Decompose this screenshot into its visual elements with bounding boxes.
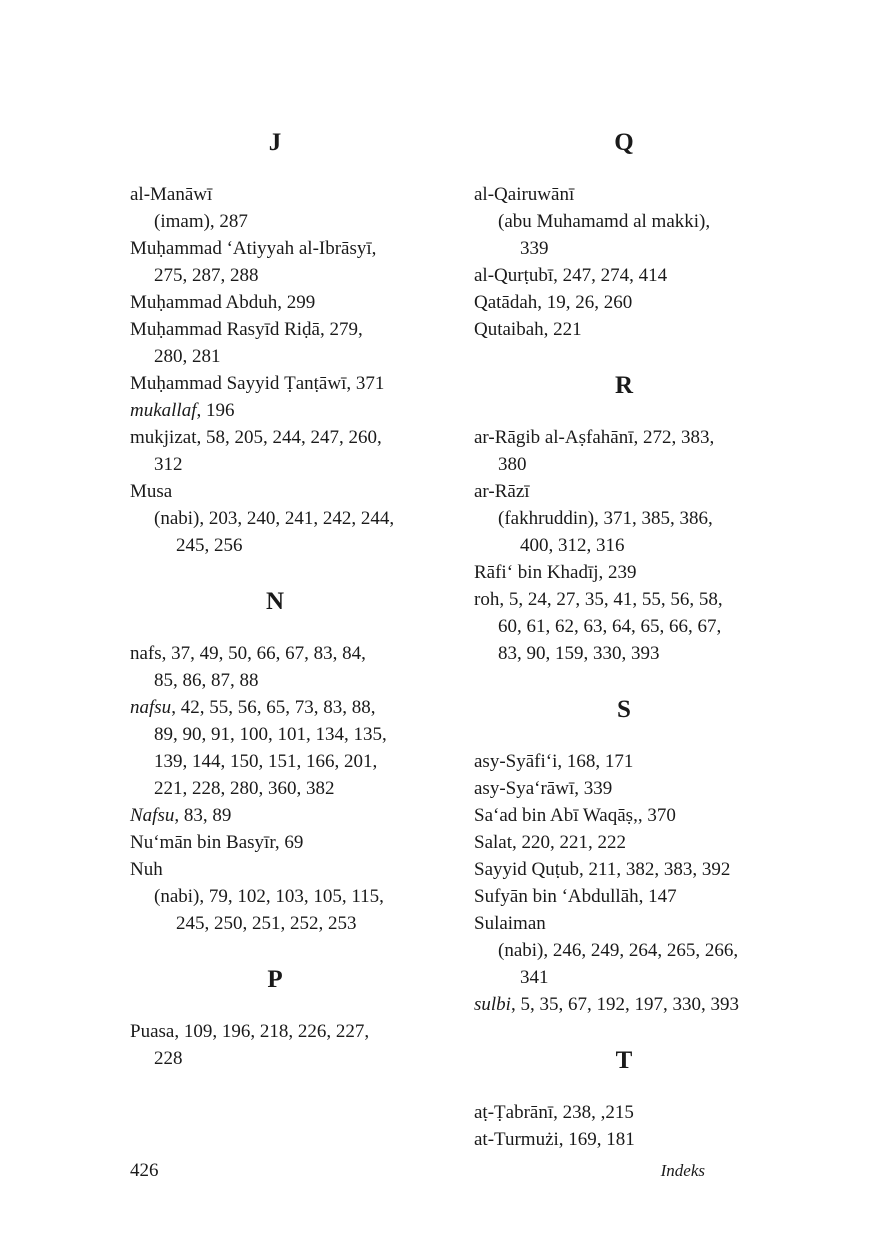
page-refs: , 83, 89 [174,805,232,826]
entry-line: 341 [520,967,549,988]
entry-line: Musa [130,481,173,502]
entry-line: 245, 250, 251, 252, 253 [176,913,357,934]
section-heading: S [617,696,631,723]
index-entry [130,802,420,829]
entry-line: Sa‘ad bin Abī Waqāṣ,, 370 [474,805,676,826]
index-section-s [474,693,774,1018]
entry-line: 312 [154,454,183,475]
entry-line: Muḥammad Rasyīd Riḍā, 279, [130,319,363,340]
index-entry [474,883,774,910]
index-entry [474,559,774,586]
page-number: 426 [130,1160,159,1181]
entry-line: ar-Rāgib al-Aṣfahānī, 272, 383, [474,427,715,448]
entry-line: asy-Sya‘rāwī, 339 [474,778,613,799]
entry-line: (abu Muhamamd al makki), [498,211,711,232]
index-entry [130,181,420,235]
index-entry [474,262,774,289]
index-entry [130,235,420,289]
entry-line: nafs, 37, 49, 50, 66, 67, 83, 84, [130,643,366,664]
entry-line: roh, 5, 24, 27, 35, 41, 55, 56, 58, [474,589,723,610]
index-entry [474,586,774,667]
entry-line: al-Manāwī [130,184,213,205]
page-refs: , 5, 35, 67, 192, 197, 330, 393 [510,994,739,1015]
entry-line: Sayyid Quṭub, 211, 382, 383, 392 [474,859,731,880]
entry-line: Muḥammad ‘Atiyyah al-Ibrāsyī, [130,238,377,259]
index-entry [474,991,774,1018]
index-entry [474,748,774,775]
index-entry [474,856,774,883]
entry-line: (nabi), 246, 249, 264, 265, 266, [498,940,739,961]
index-entry [474,775,774,802]
entry-line: al-Qairuwānī [474,184,575,205]
entry-line [130,694,420,721]
entry-line [130,397,420,424]
index-entry [130,829,420,856]
entry-line: Rāfi‘ bin Khadīj, 239 [474,562,637,583]
index-entry [130,856,420,937]
index-entry [130,424,420,478]
entry-line: 228 [154,1048,183,1069]
index-entry [474,424,774,478]
entry-line: Qutaibah, 221 [474,319,582,340]
italic-term: mukallaf [130,400,197,421]
index-entry [474,181,774,262]
entry-line: Sufyān bin ‘Abdullāh, 147 [474,886,677,907]
entry-line: al-Qurṭubī, 247, 274, 414 [474,265,668,286]
entry-line: 221, 228, 280, 360, 382 [154,778,335,799]
index-entry [474,910,774,991]
index-entry [130,316,420,370]
entry-line: 245, 256 [176,535,243,556]
index-entry [130,640,420,694]
entry-line: Salat, 220, 221, 222 [474,832,626,853]
left-column [130,126,420,1098]
entry-line: mukjizat, 58, 205, 244, 247, 260, [130,427,382,448]
index-entry [130,289,420,316]
entry-line: (fakhruddin), 371, 385, 386, [498,508,713,529]
index-entry [130,1018,420,1072]
section-heading: Q [614,129,634,156]
section-heading: R [614,372,634,399]
index-entry [474,316,774,343]
index-entry [474,802,774,829]
index-section-j [130,126,420,559]
entry-line: 280, 281 [154,346,221,367]
entry-line: (nabi), 79, 102, 103, 105, 115, [154,886,384,907]
index-entry [130,370,420,397]
index-entry [474,829,774,856]
entry-line: (nabi), 203, 240, 241, 242, 244, [154,508,395,529]
entry-line: 339 [520,238,549,259]
index-entry [474,1126,774,1153]
index-entry [130,397,420,424]
entry-line: Sulaiman [474,913,546,934]
running-title: Indeks [660,1161,705,1180]
index-entry [130,478,420,559]
entry-line: 85, 86, 87, 88 [154,670,259,691]
index-section-q [474,126,774,343]
entry-line: Nuh [130,859,163,880]
entry-line: Nu‘mān bin Basyīr, 69 [130,832,304,853]
entry-line: aṭ-Ṭabrānī, 238, ,215 [474,1102,634,1123]
entry-line: 89, 90, 91, 100, 101, 134, 135, [154,724,387,745]
italic-term: Nafsu [130,805,175,826]
index-section-t [474,1044,774,1153]
right-column [474,126,774,1179]
entry-line: 60, 61, 62, 63, 64, 65, 66, 67, [498,616,722,637]
italic-term: sulbi [474,994,511,1015]
entry-line: 83, 90, 159, 330, 393 [498,643,660,664]
entry-line: Puasa, 109, 196, 218, 226, 227, [130,1021,370,1042]
entry-line: Muḥammad Sayyid Ṭanṭāwī, 371 [130,373,385,394]
index-section-n [130,585,420,937]
page-refs: , 42, 55, 56, 65, 73, 83, 88, [171,697,376,718]
entry-line: at-Turmużi, 169, 181 [474,1129,635,1150]
entry-line: 380 [498,454,527,475]
entry-line: (imam), 287 [154,211,248,232]
section-heading: T [615,1047,633,1074]
index-section-r [474,369,774,667]
entry-line: 275, 287, 288 [154,265,259,286]
entry-line: ar-Rāzī [474,481,530,502]
entry-line [474,991,774,1018]
section-heading: J [268,129,282,156]
entry-line [130,802,420,829]
index-section-p [130,963,420,1072]
entry-line: Muḥammad Abduh, 299 [130,292,316,313]
index-entry [474,478,774,559]
italic-term: nafsu [130,697,172,718]
section-heading: P [267,966,283,993]
index-entry [474,289,774,316]
index-entry [130,694,420,802]
entry-line: Qatādah, 19, 26, 260 [474,292,633,313]
index-entry [474,1099,774,1126]
section-heading: N [265,588,285,615]
entry-line: 139, 144, 150, 151, 166, 201, [154,751,378,772]
entry-line: asy-Syāfi‘i, 168, 171 [474,751,634,772]
entry-line: 400, 312, 316 [520,535,625,556]
page-refs: , 196 [196,400,235,421]
